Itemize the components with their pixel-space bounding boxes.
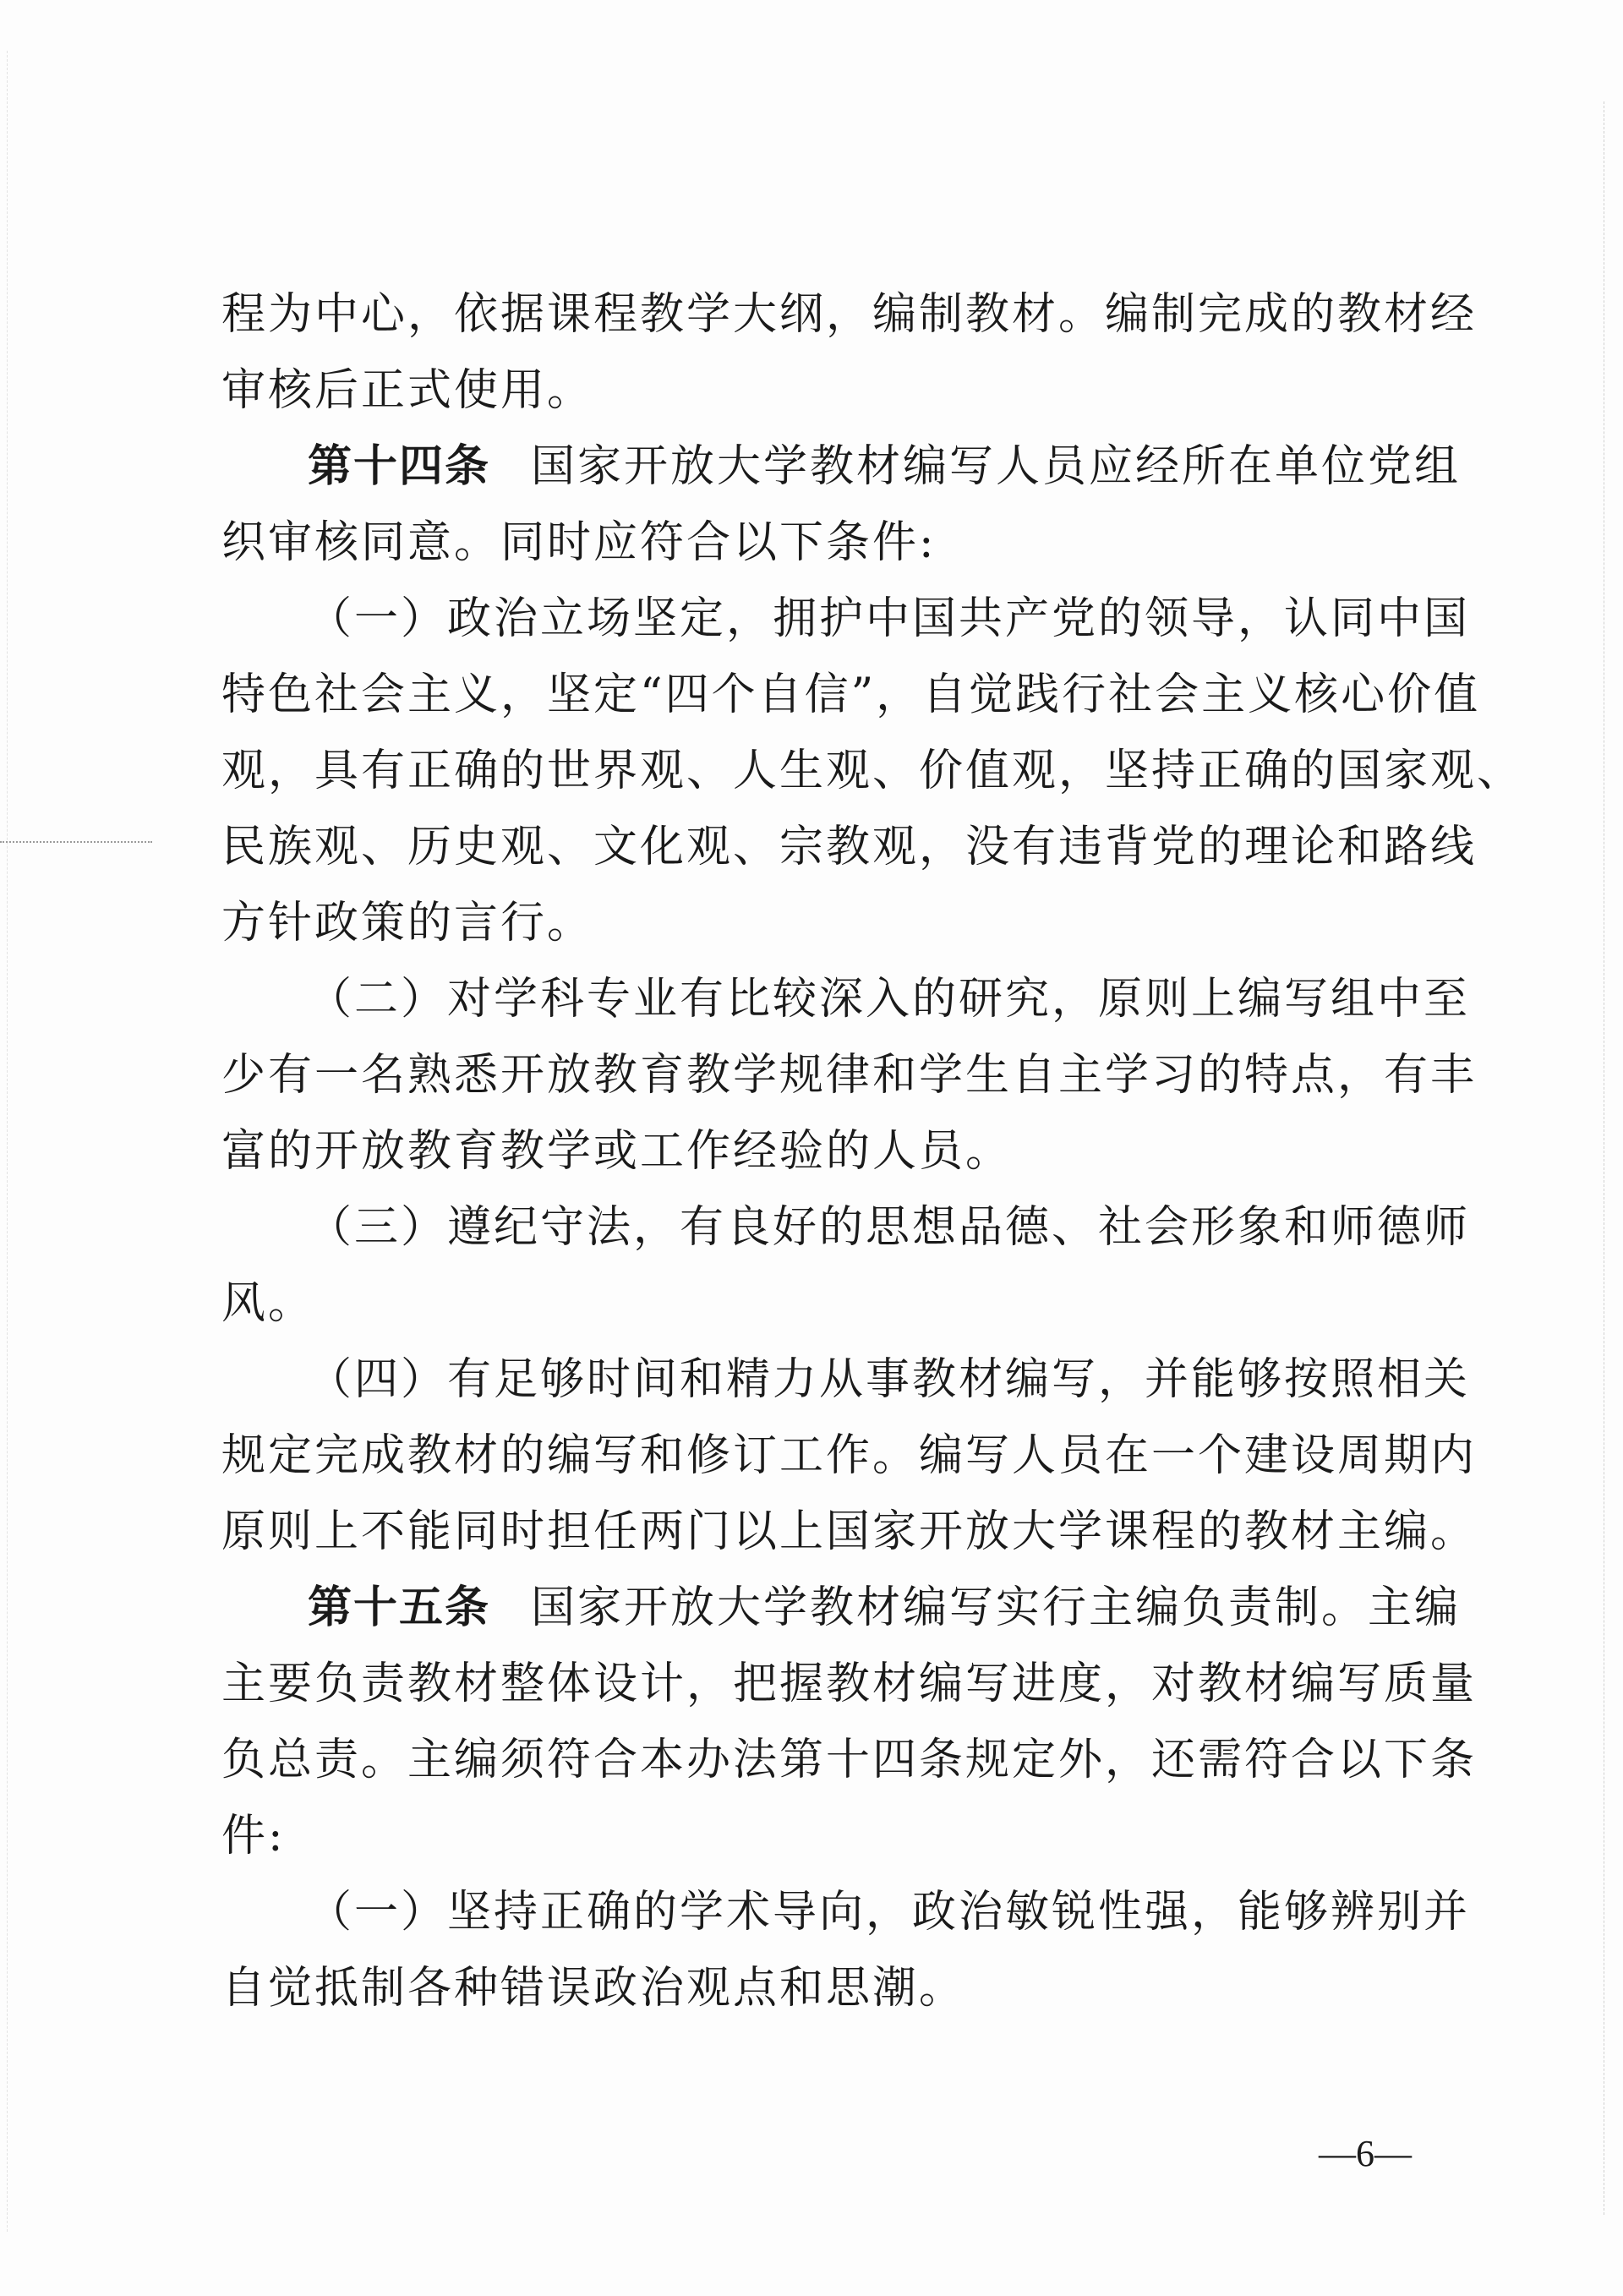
text-line: 民族观、历史观、文化观、宗教观，没有违背党的理论和路线 <box>221 822 1478 872</box>
text-line: 件: <box>221 1811 286 1861</box>
article-text: 国家开放大学教材编写实行主编负责制。主编 <box>531 1583 1462 1633</box>
text-line: 特色社会主义，坚定“四个自信”，自觉践行社会主义核心价值 <box>221 670 1481 720</box>
page-number: —6— <box>1319 2133 1412 2174</box>
text-line: （一）坚持正确的学术导向，政治敏锐性强，能够辨别并 <box>308 1887 1471 1938</box>
text-line: 原则上不能同时担任两门以上国家开放大学课程的教材主编。 <box>221 1506 1478 1557</box>
text-line: 织审核同意。同时应符合以下条件: <box>221 517 937 568</box>
text-line: 审核后正式使用。 <box>221 365 594 416</box>
text-line: 风。 <box>221 1278 315 1329</box>
text-line: 负总责。主编须符合本办法第十四条规定外，还需符合以下条 <box>221 1735 1478 1785</box>
text-line: （四）有足够时间和精力从事教材编写，并能够按照相关 <box>308 1354 1471 1405</box>
binding-mark <box>0 841 152 843</box>
text-line: 规定完成教材的编写和修订工作。编写人员在一个建设周期内 <box>221 1430 1478 1481</box>
article-heading: 第十四条 <box>308 441 491 492</box>
text-line: 主要负责教材整体设计，把握教材编写进度，对教材编写质量 <box>221 1659 1478 1709</box>
text-line: 自觉抵制各种错误政治观点和思潮。 <box>221 1963 966 2014</box>
text-line: （一）政治立场坚定，拥护中国共产党的领导，认同中国 <box>308 593 1471 644</box>
text-line: 程为中心，依据课程教学大纲，编制教材。编制完成的教材经 <box>221 289 1478 340</box>
article-line <box>308 1581 1462 1635</box>
text-line: （三）遵纪守法，有良好的思想品德、社会形象和师德师 <box>308 1202 1471 1253</box>
text-line: 少有一名熟悉开放教育教学规律和学生自主学习的特点，有丰 <box>221 1050 1478 1101</box>
article-text: 国家开放大学教材编写人员应经所在单位党组 <box>531 441 1462 492</box>
scan-edge-mark <box>7 51 8 2232</box>
article-heading: 第十五条 <box>308 1583 491 1633</box>
text-line: 富的开放教育教学或工作经验的人员。 <box>221 1126 1013 1177</box>
article-line <box>308 440 1462 494</box>
text-line: （二）对学科专业有比较深入的研究，原则上编写组中至 <box>308 974 1471 1025</box>
text-line: 观，具有正确的世界观、人生观、价值观，坚持正确的国家观、 <box>221 746 1524 796</box>
text-line: 方针政策的言行。 <box>221 898 594 948</box>
